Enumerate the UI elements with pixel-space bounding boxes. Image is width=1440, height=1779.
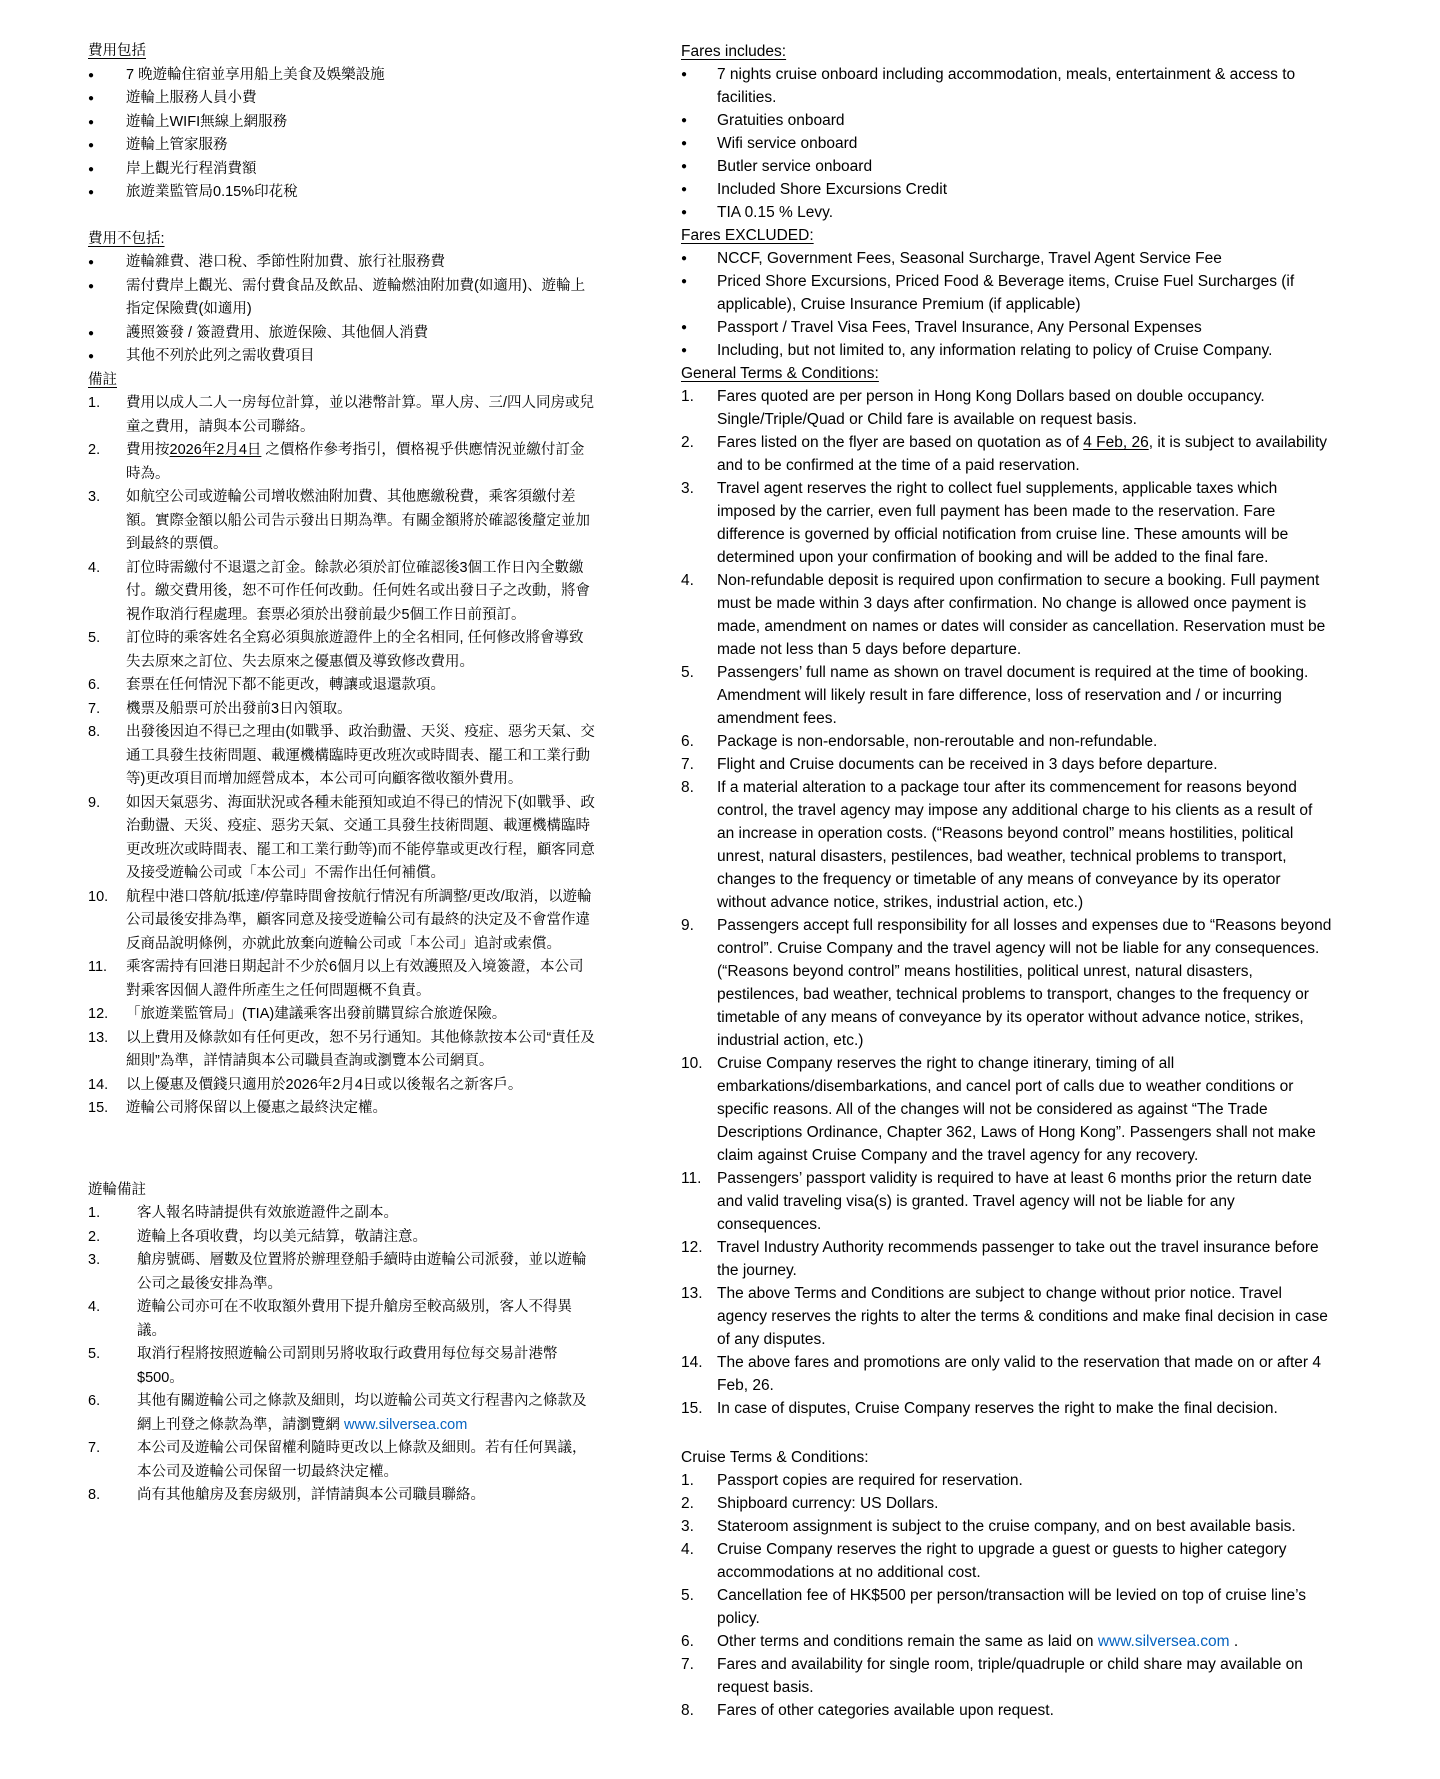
list-item-text: Priced Shore Excursions, Priced Food & Beverage items, Cruise Fuel Surcharges (if applicable), Cruise Insurance Premium (if applicable) xyxy=(717,273,1295,313)
list-number: 13. xyxy=(88,1029,109,1046)
list-number: 14. xyxy=(681,1354,703,1371)
list-item xyxy=(88,1437,596,1484)
list-item xyxy=(681,1515,1333,1538)
list-number: 3. xyxy=(681,480,694,497)
list-number: 13. xyxy=(681,1285,703,1302)
list-number: 2. xyxy=(88,1228,101,1245)
list-item xyxy=(681,385,1333,431)
list-number: 6. xyxy=(681,733,694,750)
text-segment: 之價格作參考指引，價格視乎供應情況並繳付訂金時為。 xyxy=(126,442,585,482)
list-item xyxy=(681,1538,1333,1584)
silversea-link[interactable]: www.silversea.com xyxy=(1097,1633,1230,1650)
list-item xyxy=(88,64,596,88)
list-item xyxy=(88,1003,596,1027)
list-item-text: 如因天氣惡劣、海面狀況或各種未能預知或迫不得已的情況下(如戰爭、政治動盪、天災、疫症、惡劣天氣、交通工具發生技術問題、載運機構臨時更改班次或時間表、罷工和工業行動等)而不能停靠或更改行程，顧客同意及接受遊輪公司或「本公司」不需作出任何補償。 xyxy=(126,794,595,881)
section-gap xyxy=(88,1121,596,1179)
list-number: 14. xyxy=(88,1076,109,1093)
list-item xyxy=(681,316,1333,339)
list-number: 4. xyxy=(88,559,101,576)
list-number: 7. xyxy=(681,756,694,773)
list-item xyxy=(88,1202,596,1226)
list-item-text: The above fares and promotions are only valid to the reservation that made on or after 4 Feb, 26. xyxy=(717,1354,1321,1394)
list-item-text: Passport / Travel Visa Fees, Travel Insurance, Any Personal Expenses xyxy=(717,319,1202,336)
list-item-text: 岸上觀光行程消費額 xyxy=(126,160,257,177)
list-number: 15. xyxy=(88,1100,109,1116)
list-number: 4. xyxy=(88,1299,101,1315)
list-item-text xyxy=(126,439,596,486)
list-item-text: Fares and availability for single room, triple/quadruple or child share may available on request basis. xyxy=(717,1656,1303,1696)
underlined-date: 4 Feb, 26 xyxy=(1083,434,1149,451)
list-item xyxy=(88,792,596,886)
section-gap xyxy=(681,1420,1333,1446)
list-item xyxy=(681,1052,1333,1167)
list-item-text: Shipboard currency: US Dollars. xyxy=(717,1495,939,1512)
list-item-text: 「旅遊業監管局」(TIA)建議乘客出發前購買綜合旅遊保險。 xyxy=(126,1006,507,1022)
list-item-text: Package is non-endorsable, non-reroutable and non-refundable. xyxy=(717,733,1158,750)
list-item-text: NCCF, Government Fees, Seasonal Surcharge, Travel Agent Service Fee xyxy=(717,250,1222,267)
bullet-icon: ● xyxy=(88,116,95,128)
section-title-fees-included: 費用包括 xyxy=(88,43,146,59)
list-number: 6. xyxy=(88,677,101,693)
list-item xyxy=(88,439,596,486)
list-item xyxy=(88,275,596,322)
list-number: 1. xyxy=(88,1205,101,1221)
fares-includes-list xyxy=(681,63,1333,224)
bullet-icon: ● xyxy=(681,161,688,172)
list-item xyxy=(681,1699,1333,1722)
list-number: 12. xyxy=(88,1006,109,1022)
list-item-text: TIA 0.15 % Levy. xyxy=(717,204,834,221)
list-item-text xyxy=(717,431,1333,477)
list-item-text: 旅遊業監管局0.15%印花稅 xyxy=(126,184,298,200)
list-item xyxy=(88,1390,596,1437)
list-number: 3. xyxy=(681,1518,694,1535)
list-number: 4. xyxy=(681,1541,694,1558)
fares-excluded-list xyxy=(681,247,1333,362)
section-title-cruise-remarks: 遊輪備註 xyxy=(88,1181,146,1198)
general-terms-list xyxy=(681,385,1333,1420)
list-item xyxy=(681,1351,1333,1397)
section-title-remarks: 備註 xyxy=(88,371,117,388)
list-item xyxy=(88,1074,596,1098)
fees-excluded-list xyxy=(88,251,596,369)
list-item xyxy=(88,698,596,722)
list-item-text: 訂位時的乘客姓名全寫必須與旅遊證件上的全名相同, 任何修改將會導致失去原來之訂位、失去原來之優惠價及導致修改費用。 xyxy=(126,630,584,670)
list-item-text: Butler service onboard xyxy=(717,158,873,175)
list-item-text: 訂位時需繳付不退還之訂金。餘款必須於訂位確認後3個工作日內全數繳付。繳交費用後，恕不可作任何改動。任何姓名或出發日子之改動，將會視作取消行程處理。套票必須於出發前最少5個工作日前預訂。 xyxy=(126,559,590,623)
list-number: 9. xyxy=(88,794,101,811)
bullet-icon: ● xyxy=(681,138,688,149)
bullet-icon: ● xyxy=(681,322,688,333)
list-item-text: The above Terms and Conditions are subject to change without prior notice. Travel agency reserves the rights to alter the terms & conditions and make final decision in case of any disputes. xyxy=(717,1285,1328,1348)
list-number: 7. xyxy=(88,1440,101,1456)
list-item-text: 尚有其他艙房及套房級別，詳情請與本公司職員聯絡。 xyxy=(137,1487,485,1503)
list-item-text: 遊輪雜費、港口稅、季節性附加費、旅行社服務費 xyxy=(126,254,445,270)
list-item xyxy=(681,477,1333,569)
bullet-icon: ● xyxy=(681,345,688,356)
list-item xyxy=(681,1397,1333,1420)
list-item xyxy=(88,134,596,158)
list-item-text: Passport copies are required for reservation. xyxy=(717,1472,1023,1489)
list-number: 6. xyxy=(88,1393,101,1409)
section-title-cruise-terms: Cruise Terms & Conditions: xyxy=(681,1449,869,1466)
remarks-list xyxy=(88,392,596,1121)
list-item-text: Non-refundable deposit is required upon confirmation to secure a booking. Full payment must be made within 3 days after confirmation. No change is allowed once payment is made, amendment on names or dates will consider as cancellation. Reservation must be made not less than 5 days before departure. xyxy=(717,572,1326,658)
list-item-text xyxy=(137,1390,596,1437)
list-item xyxy=(88,1296,596,1343)
list-item xyxy=(681,339,1333,362)
text-segment: , it is subject to availability and to be confirmed at the time of a paid reservation. xyxy=(717,434,1328,474)
list-number: 6. xyxy=(681,1633,694,1650)
list-number: 10. xyxy=(88,888,109,905)
list-number: 11. xyxy=(88,959,108,975)
list-item xyxy=(88,627,596,674)
bullet-icon: ● xyxy=(88,187,95,198)
bullet-icon: ● xyxy=(681,115,688,126)
list-item-text: Passengers’ passport validity is required to have at least 6 months prior the return date and valid traveling visa(s) is granted. Travel agency will not be liable for any consequences. xyxy=(717,1170,1312,1233)
list-number: 10. xyxy=(681,1055,703,1072)
list-number: 5. xyxy=(681,1587,694,1604)
text-segment: 費用按 xyxy=(126,442,170,458)
list-item xyxy=(681,569,1333,661)
list-item xyxy=(88,721,596,792)
text-segment: Other terms and conditions remain the same as laid on xyxy=(717,1633,1098,1650)
list-number: 12. xyxy=(681,1239,703,1256)
list-item-text: 乘客需持有回港日期起計不少於6個月以上有效護照及入境簽證，本公司對乘客因個人證件所產生之任何問題概不負責。 xyxy=(126,959,584,999)
list-item xyxy=(681,1653,1333,1699)
list-item xyxy=(681,1167,1333,1236)
bullet-icon: ● xyxy=(88,351,95,362)
list-item-text: 客人報名時請提供有效旅遊證件之副本。 xyxy=(137,1205,398,1221)
list-item xyxy=(681,1584,1333,1630)
list-number: 5. xyxy=(88,630,101,646)
list-item-text: 其他不列於此列之需收費項目 xyxy=(126,348,315,364)
list-number: 1. xyxy=(681,1472,694,1489)
list-number: 11. xyxy=(681,1170,702,1187)
section-title-fees-excluded: 費用不包括: xyxy=(88,230,165,247)
section-title-fares-includes: Fares includes: xyxy=(681,43,787,60)
list-number: 4. xyxy=(681,572,694,589)
list-number: 7. xyxy=(681,1656,694,1673)
list-item-text: 取消行程將按照遊輪公司罰則另將收取行政費用每位每交易計港幣$500。 xyxy=(137,1346,558,1386)
list-number: 1. xyxy=(88,395,101,411)
list-item-text: Included Shore Excursions Credit xyxy=(717,181,948,198)
cruise-remarks-list xyxy=(88,1202,596,1508)
list-item-text: Including, but not limited to, any information relating to policy of Cruise Company. xyxy=(717,342,1273,359)
list-item xyxy=(88,674,596,698)
list-item-text: If a material alteration to a package tour after its commencement for reasons beyond control, the travel agency may impose any additional charge to his clients as a result of an increase in operation costs. (“Reasons beyond control” means hostilities, political unrest, natural disasters, pestilences, bad weather, technical problems to transport, changes to the frequency or timetable of any means of conveyance by its operator without advance notice, strikes, industrial action, etc.) xyxy=(717,779,1313,911)
list-item-text: Passengers’ full name as shown on travel document is required at the time of booking. Amendment will likely result in fare difference, loss of reservation and / or incurring amendment fees. xyxy=(717,664,1309,727)
list-item-text: 護照簽發 / 簽證費用、旅遊保險、其他個人消費 xyxy=(126,324,429,341)
list-item-text: 遊輪上服務人員小費 xyxy=(126,90,257,106)
list-item xyxy=(88,1226,596,1250)
section-gap xyxy=(88,205,596,228)
list-number: 2. xyxy=(681,1495,694,1512)
list-item xyxy=(681,730,1333,753)
bullet-icon: ● xyxy=(88,140,95,151)
list-item-text: 遊輪上各項收費，均以美元結算，敬請注意。 xyxy=(137,1228,427,1245)
list-item xyxy=(681,753,1333,776)
list-item xyxy=(681,132,1333,155)
list-item xyxy=(681,1492,1333,1515)
list-item xyxy=(681,776,1333,914)
list-number: 5. xyxy=(88,1346,101,1362)
list-item xyxy=(88,392,596,439)
list-item xyxy=(681,431,1333,477)
list-item-text: 以上優惠及價錢只適用於2026年2月4日或以後報名之新客戶。 xyxy=(126,1076,523,1093)
list-item-text: 遊輪公司將保留以上優惠之最終決定權。 xyxy=(126,1100,387,1116)
list-item xyxy=(681,1236,1333,1282)
silversea-link[interactable]: www.silversea.com xyxy=(344,1416,468,1433)
list-item xyxy=(88,1343,596,1390)
list-item xyxy=(681,178,1333,201)
bullet-icon: ● xyxy=(681,69,688,80)
text-segment: . xyxy=(1229,1633,1239,1650)
text-segment: Fares listed on the flyer are based on quotation as of xyxy=(717,434,1084,451)
list-item xyxy=(88,1097,596,1121)
list-item-text: Gratuities onboard xyxy=(717,112,845,129)
list-item-text: Flight and Cruise documents can be received in 3 days before departure. xyxy=(717,756,1218,773)
list-item xyxy=(88,1027,596,1074)
list-item-text: Fares of other categories available upon request. xyxy=(717,1702,1054,1719)
list-item xyxy=(681,1469,1333,1492)
section-title-general-terms: General Terms & Conditions: xyxy=(681,365,879,382)
text-segment: 其他有關遊輪公司之條款及細則，均以遊輪公司英文行程書內之條款及網上刊登之條款為準，請瀏覽網 xyxy=(137,1393,587,1433)
list-number: 7. xyxy=(88,700,101,717)
bullet-icon: ● xyxy=(88,280,95,292)
list-item xyxy=(88,886,596,957)
list-number: 3. xyxy=(88,489,101,505)
list-item xyxy=(681,109,1333,132)
list-item xyxy=(88,557,596,628)
list-item xyxy=(681,201,1333,224)
list-item xyxy=(681,63,1333,109)
list-number: 5. xyxy=(681,664,694,681)
list-item xyxy=(88,956,596,1003)
list-item xyxy=(88,158,596,182)
list-number: 3. xyxy=(88,1252,101,1268)
list-item xyxy=(88,1249,596,1296)
section-title-fares-excluded: Fares EXCLUDED: xyxy=(681,227,814,244)
list-item-text: 機票及船票可於出發前3日內領取。 xyxy=(126,700,352,717)
list-item-text: 本公司及遊輪公司保留權利隨時更改以上條款及細則。若有任何異議，本公司及遊輪公司保留一切最終決定權。 xyxy=(137,1440,587,1480)
list-number: 15. xyxy=(681,1400,703,1417)
bullet-icon: ● xyxy=(681,253,688,264)
list-item-text: 遊輪上WIFI無線上網服務 xyxy=(126,113,288,130)
bullet-icon: ● xyxy=(681,207,688,218)
list-number: 8. xyxy=(681,779,694,796)
list-item-text: 費用以成人二人一房每位計算，並以港幣計算。單人房、三/四人同房或兒童之費用，請與本公司聯絡。 xyxy=(126,395,595,435)
list-item-text: 如航空公司或遊輪公司增收燃油附加費、其他應繳稅費，乘客須繳付差額。實際金額以船公司告示發出日期為準。有關金額將於確認後釐定並加到最終的票價。 xyxy=(126,489,590,552)
list-item-text: Travel Industry Authority recommends passenger to take out the travel insurance before the journey. xyxy=(717,1239,1319,1279)
list-item-text: 出發後因迫不得已之理由(如戰爭、政治動盪、天災、疫症、惡劣天氣、交通工具發生技術問題、載運機構臨時更改班次或時間表、罷工和工業行動等)更改項目而增加經營成本，本公司可向顧客徵收額外費用。 xyxy=(126,724,595,787)
right-column-english-terms xyxy=(681,40,1333,1722)
list-item xyxy=(681,661,1333,730)
list-item-text: Cancellation fee of HK$500 per person/transaction will be levied on top of cruise line’s policy. xyxy=(717,1587,1307,1627)
list-item-text: 以上費用及條款如有任何更改，恕不另行通知。其他條款按本公司“責任及細則”為準，詳情請與本公司職員查詢或瀏覽本公司網頁。 xyxy=(126,1029,595,1069)
bullet-icon: ● xyxy=(88,327,95,339)
bullet-icon: ● xyxy=(88,163,95,175)
list-item-text xyxy=(717,1630,1333,1653)
bullet-icon: ● xyxy=(681,276,688,287)
list-item-text: 航程中港口啓航/抵達/停靠時間會按航行情況有所調整/更改/取消，以遊輪公司最後安排為準，顧客同意及接受遊輪公司有最終的決定及不會當作違反商品說明條例，亦就此放棄向遊輪公司或「本公司」追討或索償。 xyxy=(126,888,592,952)
list-item-text: In case of disputes, Cruise Company reserves the right to make the final decision. xyxy=(717,1400,1278,1417)
left-column-chinese-terms xyxy=(88,40,596,1508)
bullet-icon: ● xyxy=(88,69,95,81)
list-item-text: Cruise Company reserves the right to change itinerary, timing of all embarkations/disembarkations, and cancel port of calls due to weather conditions or specific reasons. All of the changes will not be considered as against “The Trade Descriptions Ordinance, Chapter 362, Laws of Hong Kong”. Passengers shall not make claim against Cruise Company and the travel agency for any recovery. xyxy=(717,1055,1316,1164)
list-item-text: Stateroom assignment is subject to the cruise company, and on best available basis. xyxy=(717,1518,1296,1535)
list-item xyxy=(681,1282,1333,1351)
list-item xyxy=(681,270,1333,316)
cruise-terms-list xyxy=(681,1469,1333,1722)
list-item xyxy=(88,111,596,135)
list-item xyxy=(88,251,596,275)
list-item-text: 需付費岸上觀光、需付費食品及飲品、遊輪燃油附加費(如適用)、遊輪上指定保險費(如適用) xyxy=(126,277,586,317)
list-item xyxy=(88,1484,596,1508)
list-item-text: 7 nights cruise onboard including accommodation, meals, entertainment & access to facilities. xyxy=(717,66,1296,106)
list-item xyxy=(88,87,596,111)
bullet-icon: ● xyxy=(88,93,95,104)
list-item xyxy=(88,181,596,205)
bullet-icon: ● xyxy=(88,257,95,268)
list-number: 2. xyxy=(88,442,101,458)
list-item-text: 遊輪上管家服務 xyxy=(126,137,228,153)
list-item xyxy=(681,247,1333,270)
list-item-text: Passengers accept full responsibility for all losses and expenses due to “Reasons beyond control”. Cruise Company and the travel agency will not be liable for any consequences. (“Reasons beyond control” means hostilities, political unrest, natural disasters, pestilences, bad weather, technical problems to transport, changes to the frequency or timetable of any means of conveyance by its operator without advance notice, strikes, industrial action, etc.) xyxy=(717,917,1332,1049)
list-item-text: Wifi service onboard xyxy=(717,135,858,152)
list-item xyxy=(681,914,1333,1052)
list-number: 8. xyxy=(88,1487,101,1503)
list-number: 2. xyxy=(681,434,694,451)
list-item-text: Fares quoted are per person in Hong Kong Dollars based on double occupancy. Single/Triple/Quad or Child fare is available on request basis. xyxy=(717,388,1265,428)
bullet-icon: ● xyxy=(681,184,688,195)
list-item-text: 艙房號碼、層數及位置將於辦理登船手續時由遊輪公司派發，並以遊輪公司之最後安排為準。 xyxy=(137,1252,587,1292)
list-number: 9. xyxy=(681,917,694,934)
list-item xyxy=(88,322,596,346)
list-item-text: Cruise Company reserves the right to upgrade a guest or guests to higher category accommodations at no additional cost. xyxy=(717,1541,1287,1581)
underlined-date: 2026年2月4日 xyxy=(169,442,262,458)
list-item-text: Travel agent reserves the right to collect fuel supplements, applicable taxes which imposed by the carrier, even full payment has been made to the reservation. Fare difference is governed by official notification from cruise line. These amounts will be determined upon your confirmation of booking and will be added to the final fare. xyxy=(717,480,1289,566)
list-item xyxy=(88,486,596,557)
list-number: 1. xyxy=(681,388,694,405)
list-item-text: 套票在任何情況下都不能更改，轉讓或退還款項。 xyxy=(126,677,445,693)
list-number: 8. xyxy=(681,1702,694,1719)
list-item xyxy=(681,155,1333,178)
list-item xyxy=(88,345,596,369)
list-item-text: 遊輪公司亦可在不收取額外費用下提升艙房至較高級別，客人不得異議。 xyxy=(137,1299,572,1339)
list-item xyxy=(681,1630,1333,1653)
list-number: 8. xyxy=(88,724,101,740)
fees-included-list xyxy=(88,64,596,205)
list-item-text: 7 晚遊輪住宿並享用船上美食及娛樂設施 xyxy=(126,66,385,83)
